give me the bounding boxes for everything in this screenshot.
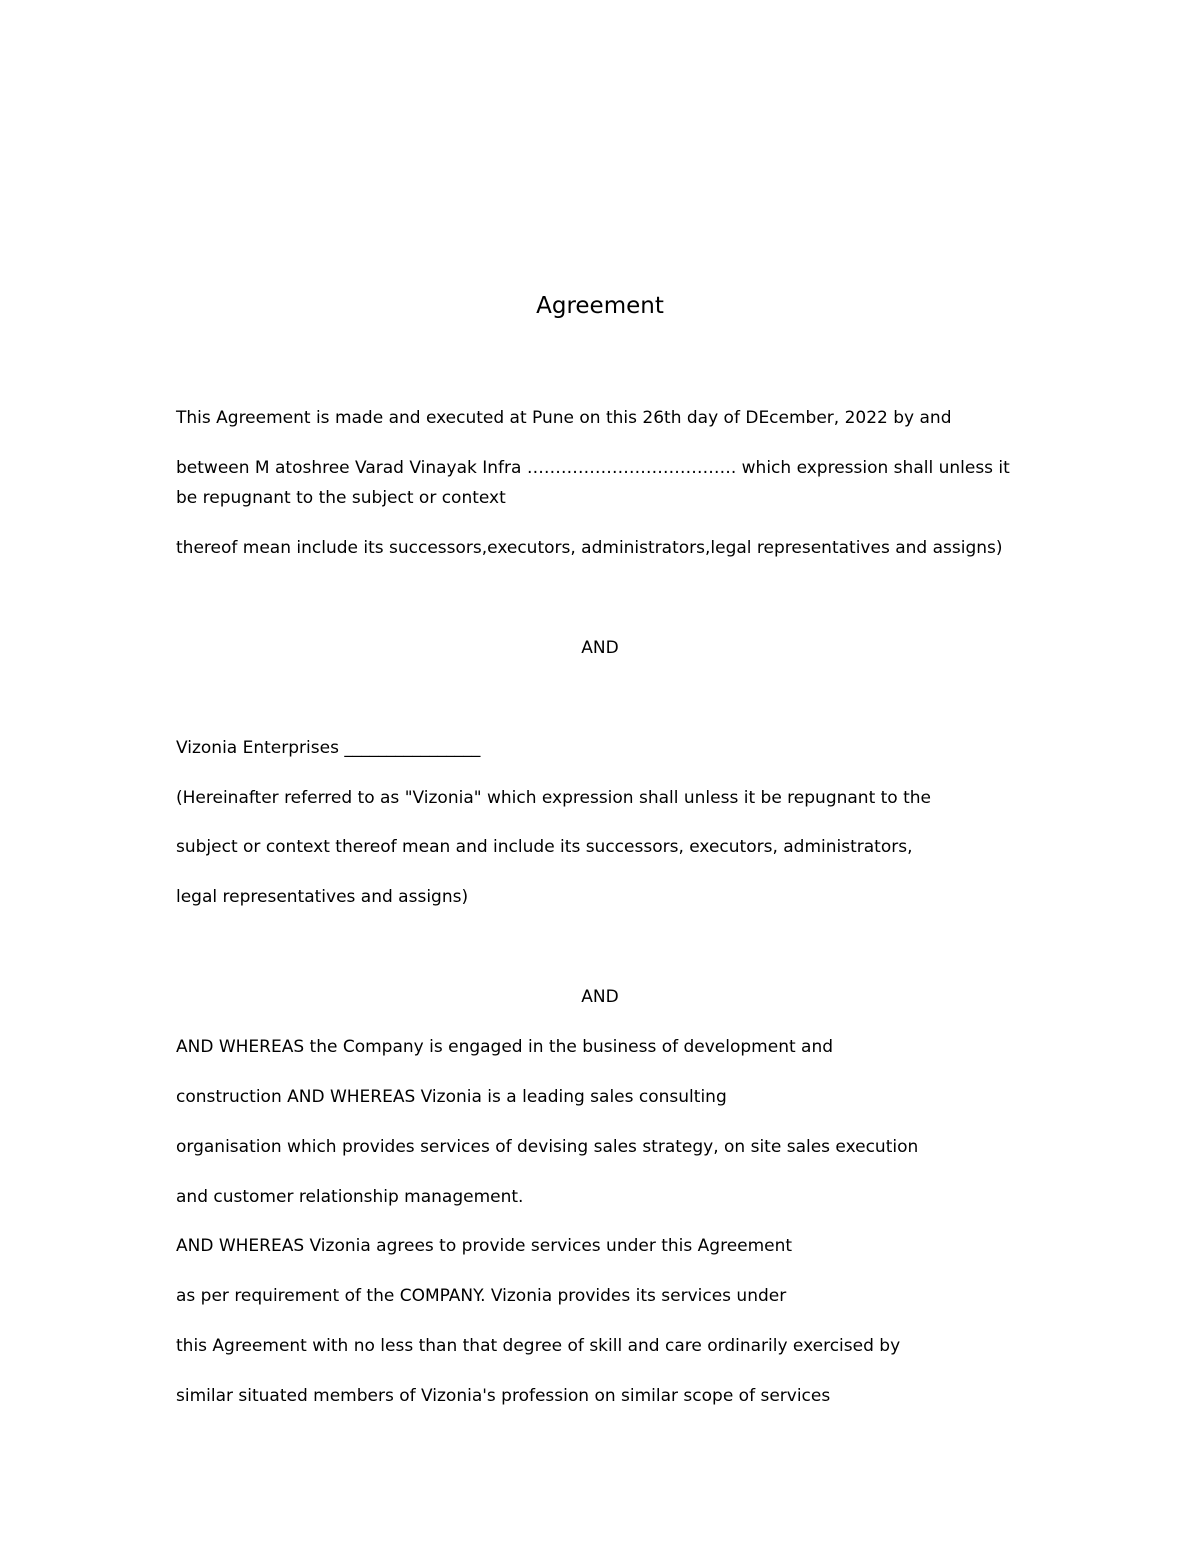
paragraph-line: organisation which provides services of devising sales strategy, on site sales execution xyxy=(176,1137,919,1157)
and-separator: AND xyxy=(581,638,619,658)
and-separator: AND xyxy=(581,987,619,1007)
paragraph-line: this Agreement with no less than that degree of skill and care ordinarily exercised by xyxy=(176,1336,901,1356)
party-name-line: Vizonia Enterprises ________________ xyxy=(176,738,481,758)
paragraph-line: thereof mean include its successors,executors, administrators,legal representatives and assigns) xyxy=(176,538,1003,558)
paragraph-line: AND WHEREAS Vizonia agrees to provide services under this Agreement xyxy=(176,1236,793,1256)
paragraph-line: This Agreement is made and executed at Pune on this 26th day of DEcember, 2022 by and xyxy=(176,408,952,428)
paragraph-line: be repugnant to the subject or context xyxy=(176,488,506,508)
paragraph-line: legal representatives and assigns) xyxy=(176,887,469,907)
paragraph-line: (Hereinafter referred to as "Vizonia" which expression shall unless it be repugnant to the xyxy=(176,788,932,808)
paragraph-line: AND WHEREAS the Company is engaged in the business of development and xyxy=(176,1037,834,1057)
paragraph-line: between M atoshree Varad Vinayak Infra ………………………………. which expression shall unless it xyxy=(176,458,1010,478)
paragraph-line: and customer relationship management. xyxy=(176,1187,524,1207)
paragraph-line: construction AND WHEREAS Vizonia is a leading sales consulting xyxy=(176,1087,727,1107)
document-title: Agreement xyxy=(536,293,664,319)
paragraph-line: as per requirement of the COMPANY. Vizonia provides its services under xyxy=(176,1286,787,1306)
paragraph-line: subject or context thereof mean and include its successors, executors, administrators, xyxy=(176,837,913,857)
paragraph-line: similar situated members of Vizonia's profession on similar scope of services xyxy=(176,1386,831,1406)
